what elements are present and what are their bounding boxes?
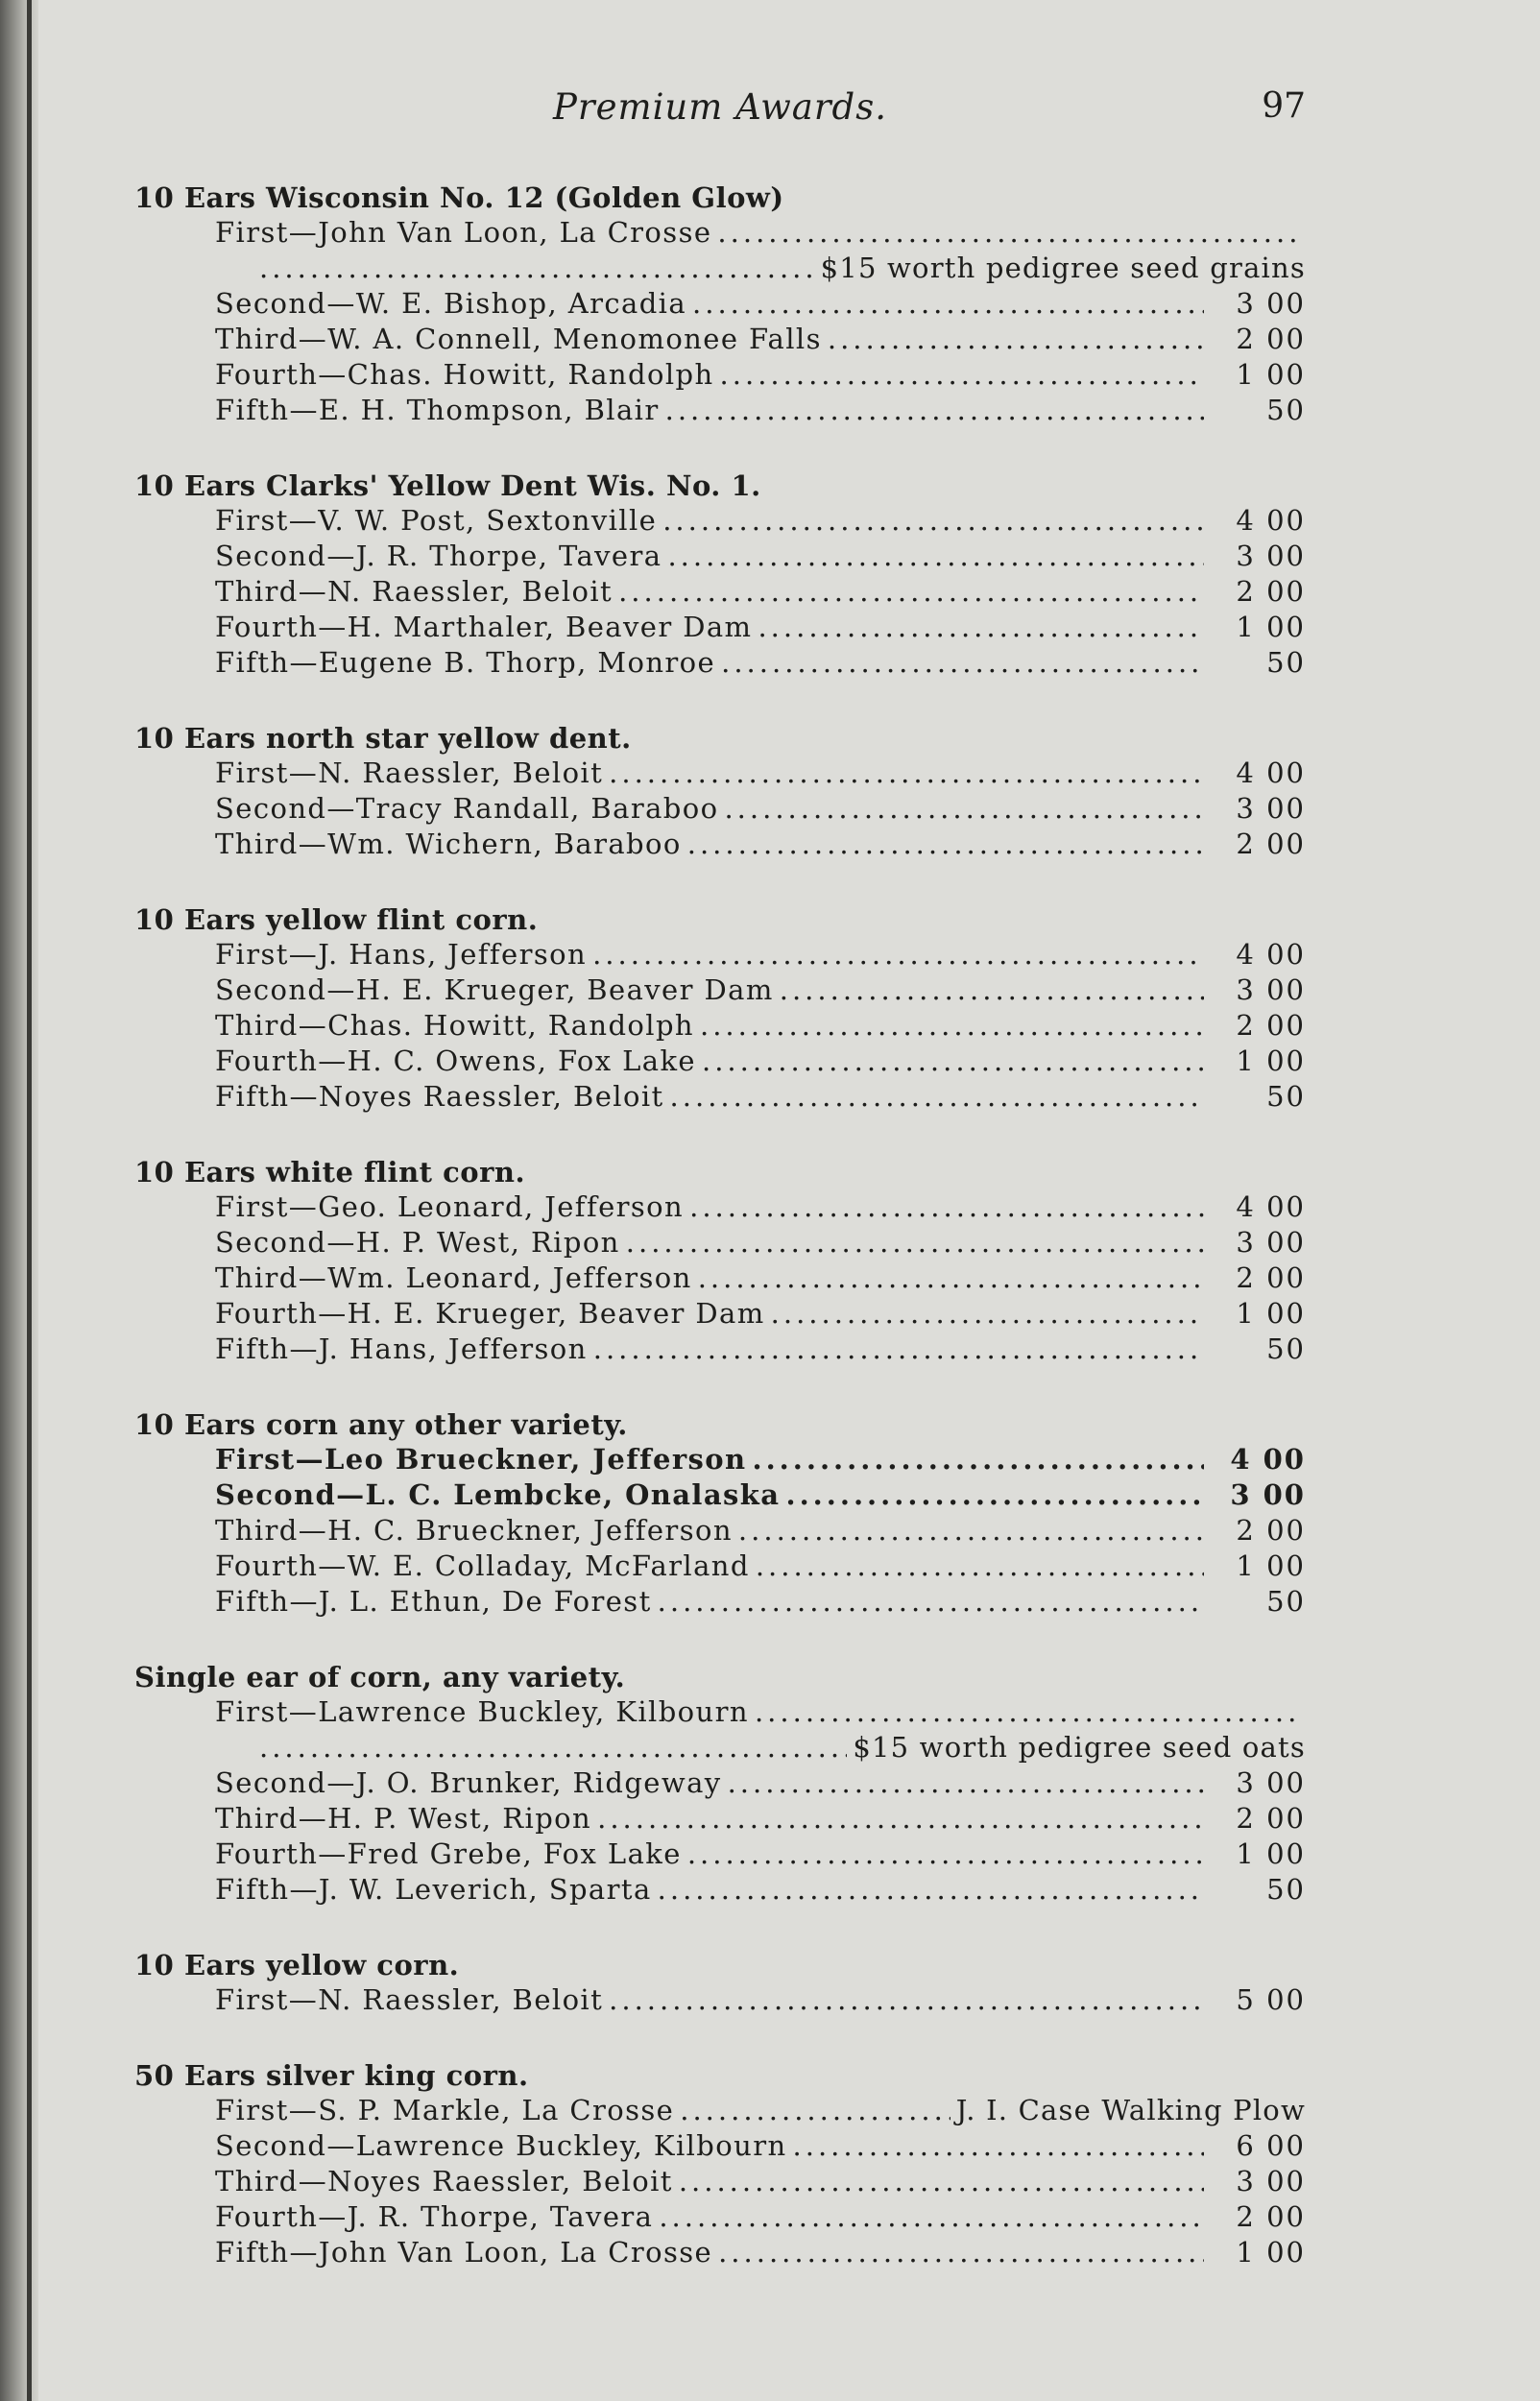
- entry-label: Third—H. P. West, Ripon: [215, 1802, 592, 1835]
- award-amount: 3 00: [1236, 1226, 1306, 1259]
- dot-leader: [593, 1332, 1204, 1367]
- award-section: [134, 180, 1306, 428]
- award-amount: 3 00: [1236, 2165, 1306, 2197]
- binding-edge: [27, 0, 32, 2401]
- award-amount: 5 00: [1236, 1983, 1306, 2016]
- award-entry: [134, 2164, 1306, 2199]
- awards-list: [134, 180, 1306, 2270]
- award-amount: 4 00: [1236, 756, 1306, 789]
- award-section: [134, 1155, 1306, 1367]
- entry-label: Fifth—J. L. Ethun, De Forest: [215, 1585, 652, 1618]
- section-heading: 10 Ears yellow corn.: [134, 1949, 460, 1981]
- award-section: [134, 2058, 1306, 2270]
- award-entry: [134, 1442, 1306, 1477]
- entry-label: Second—L. C. Lembcke, Onalaska: [215, 1478, 781, 1511]
- award-entry: [134, 1694, 1306, 1730]
- book-spine-shadow: [0, 0, 38, 2401]
- award-amount: 2 00: [1236, 1514, 1306, 1547]
- award-entry: [134, 1189, 1306, 1225]
- award-amount: 1 00: [1236, 2236, 1306, 2269]
- entry-label: Third—Wm. Wichern, Baraboo: [215, 828, 682, 860]
- entry-label: Fifth—Eugene B. Thorp, Monroe: [215, 646, 716, 679]
- prize-description: $15 worth pedigree seed grains: [820, 252, 1306, 284]
- dot-leader: [618, 574, 1204, 610]
- dot-leader: [771, 1296, 1204, 1332]
- award-amount: 50: [1266, 646, 1306, 679]
- award-entry: [134, 1982, 1306, 2018]
- award-amount: 2 00: [1236, 1261, 1306, 1294]
- dot-leader: [702, 1044, 1204, 1079]
- entry-label: First—Leo Brueckner, Jefferson: [215, 1443, 747, 1476]
- entry-label: Fourth—H. E. Krueger, Beaver Dam: [215, 1297, 765, 1330]
- section-heading: 10 Ears Wisconsin No. 12 (Golden Glow): [134, 181, 784, 214]
- dot-leader: [718, 2235, 1204, 2270]
- dot-leader: [700, 1008, 1204, 1044]
- dot-leader: [259, 1730, 847, 1765]
- award-entry-continuation: [134, 1730, 1306, 1765]
- award-amount: 4 00: [1230, 1443, 1306, 1476]
- dot-leader: [720, 357, 1204, 393]
- dot-leader: [680, 2093, 950, 2128]
- section-heading: Single ear of corn, any variety.: [134, 1661, 626, 1693]
- award-entry: [134, 2235, 1306, 2270]
- award-amount: 2 00: [1236, 828, 1306, 860]
- award-entry: [134, 610, 1306, 645]
- award-entry: [134, 1872, 1306, 1908]
- award-entry: [134, 1332, 1306, 1367]
- dot-leader: [609, 1982, 1204, 2018]
- award-entry: [134, 1765, 1306, 1801]
- award-entry: [134, 393, 1306, 428]
- award-amount: 1 00: [1236, 611, 1306, 643]
- award-amount: 3 00: [1236, 973, 1306, 1006]
- award-section: [134, 1660, 1306, 1908]
- award-entry: [134, 1801, 1306, 1837]
- dot-leader: [698, 1261, 1204, 1296]
- dot-leader: [689, 1189, 1204, 1225]
- dot-leader: [259, 251, 815, 286]
- dot-leader: [687, 1837, 1204, 1872]
- award-amount: 1 00: [1236, 1044, 1306, 1077]
- award-entry: [134, 215, 1306, 251]
- entry-label: First—S. P. Markle, La Crosse: [215, 2094, 675, 2126]
- award-entry: [134, 1079, 1306, 1115]
- award-amount: 1 00: [1236, 1297, 1306, 1330]
- award-entry: [134, 1477, 1306, 1513]
- dot-leader: [687, 827, 1204, 862]
- award-amount: 50: [1266, 1873, 1306, 1906]
- page-number: 97: [1262, 86, 1306, 126]
- section-heading: 10 Ears Clarks' Yellow Dent Wis. No. 1.: [134, 469, 761, 502]
- award-amount: 2 00: [1236, 1802, 1306, 1835]
- entry-label: Fourth—H. C. Owens, Fox Lake: [215, 1044, 696, 1077]
- award-amount: 50: [1266, 394, 1306, 426]
- entry-label: Fifth—J. W. Leverich, Sparta: [215, 1873, 652, 1906]
- entry-label: First—Geo. Leonard, Jefferson: [215, 1190, 685, 1223]
- award-entry: [134, 503, 1306, 539]
- section-heading: 50 Ears silver king corn.: [134, 2059, 529, 2092]
- running-title: Premium Awards.: [553, 86, 887, 128]
- entry-label: Second—H. P. West, Ripon: [215, 1226, 620, 1259]
- award-amount: 3 00: [1236, 792, 1306, 825]
- dot-leader: [679, 2164, 1204, 2199]
- entry-label: Fourth—J. R. Thorpe, Tavera: [215, 2200, 654, 2233]
- award-section: [134, 1948, 1306, 2018]
- award-section: [134, 902, 1306, 1115]
- dot-leader: [665, 393, 1204, 428]
- award-entry: [134, 286, 1306, 322]
- dot-leader: [755, 1694, 1300, 1730]
- document-page: [134, 86, 1306, 2311]
- dot-leader: [724, 791, 1204, 827]
- dot-leader: [592, 937, 1204, 972]
- award-section: [134, 721, 1306, 862]
- award-entry: [134, 1549, 1306, 1584]
- award-section: [134, 1407, 1306, 1620]
- award-amount: 3 00: [1236, 1766, 1306, 1799]
- dot-leader: [609, 756, 1204, 791]
- section-heading: 10 Ears north star yellow dent.: [134, 722, 632, 755]
- award-entry: [134, 1513, 1306, 1549]
- award-entry: [134, 937, 1306, 972]
- entry-label: First—N. Raessler, Beloit: [215, 756, 604, 789]
- award-amount: 50: [1266, 1333, 1306, 1365]
- award-entry: [134, 1044, 1306, 1079]
- prize-description: J. I. Case Walking Plow: [955, 2094, 1306, 2126]
- entry-label: Fourth—W. E. Colladay, McFarland: [215, 1549, 750, 1582]
- award-entry: [134, 1296, 1306, 1332]
- entry-label: Fourth—Fred Grebe, Fox Lake: [215, 1837, 682, 1870]
- entry-label: Second—H. E. Krueger, Beaver Dam: [215, 973, 774, 1006]
- running-header: [134, 86, 1306, 131]
- award-entry: [134, 322, 1306, 357]
- award-amount: 2 00: [1236, 1009, 1306, 1042]
- dot-leader: [626, 1225, 1204, 1261]
- award-amount: 3 00: [1230, 1478, 1306, 1511]
- award-entry: [134, 972, 1306, 1008]
- dot-leader: [756, 1549, 1204, 1584]
- award-entry: [134, 1008, 1306, 1044]
- entry-label: First—N. Raessler, Beloit: [215, 1983, 604, 2016]
- dot-leader: [785, 1477, 1204, 1513]
- dot-leader: [721, 645, 1204, 681]
- award-amount: 50: [1266, 1585, 1306, 1618]
- dot-leader: [662, 503, 1204, 539]
- award-amount: 6 00: [1236, 2129, 1306, 2162]
- award-amount: 50: [1266, 1080, 1306, 1113]
- entry-label: Fifth—J. Hans, Jefferson: [215, 1333, 588, 1365]
- entry-label: Second—J. O. Brunker, Ridgeway: [215, 1766, 722, 1799]
- award-amount: 2 00: [1236, 323, 1306, 355]
- dot-leader: [717, 215, 1300, 251]
- award-entry: [134, 2128, 1306, 2164]
- dot-leader: [752, 1442, 1204, 1477]
- entry-label: Third—Noyes Raessler, Beloit: [215, 2165, 673, 2197]
- award-entry: [134, 574, 1306, 610]
- dot-leader: [692, 286, 1204, 322]
- prize-description: $15 worth pedigree seed oats: [853, 1731, 1306, 1764]
- award-section: [134, 468, 1306, 681]
- entry-label: Second—Tracy Randall, Baraboo: [215, 792, 719, 825]
- entry-label: Second—W. E. Bishop, Arcadia: [215, 287, 687, 320]
- award-amount: 3 00: [1236, 540, 1306, 572]
- award-entry: [134, 827, 1306, 862]
- dot-leader: [828, 322, 1204, 357]
- entry-label: Fifth—E. H. Thompson, Blair: [215, 394, 660, 426]
- entry-label: Third—H. C. Brueckner, Jefferson: [215, 1514, 733, 1547]
- section-heading: 10 Ears white flint corn.: [134, 1156, 526, 1188]
- entry-label: Third—N. Raessler, Beloit: [215, 575, 614, 608]
- dot-leader: [728, 1765, 1204, 1801]
- award-entry-continuation: [134, 251, 1306, 286]
- entry-label: First—J. Hans, Jefferson: [215, 938, 588, 971]
- entry-label: First—Lawrence Buckley, Kilbourn: [215, 1695, 749, 1728]
- dot-leader: [670, 1079, 1204, 1115]
- dot-leader: [658, 1872, 1204, 1908]
- dot-leader: [793, 2128, 1204, 2164]
- award-entry: [134, 645, 1306, 681]
- award-entry: [134, 1584, 1306, 1620]
- award-amount: 4 00: [1236, 1190, 1306, 1223]
- entry-label: First—V. W. Post, Sextonville: [215, 504, 658, 537]
- dot-leader: [659, 2199, 1204, 2235]
- entry-label: First—John Van Loon, La Crosse: [215, 216, 712, 249]
- award-entry: [134, 357, 1306, 393]
- award-amount: 4 00: [1236, 504, 1306, 537]
- dot-leader: [738, 1513, 1204, 1549]
- award-entry: [134, 756, 1306, 791]
- section-heading: 10 Ears yellow flint corn.: [134, 903, 539, 936]
- award-entry: [134, 2199, 1306, 2235]
- award-amount: 1 00: [1236, 1549, 1306, 1582]
- award-entry: [134, 1225, 1306, 1261]
- entry-label: Fourth—Chas. Howitt, Randolph: [215, 358, 714, 391]
- dot-leader: [780, 972, 1204, 1008]
- dot-leader: [667, 539, 1204, 574]
- award-amount: 4 00: [1236, 938, 1306, 971]
- entry-label: Fifth—John Van Loon, La Crosse: [215, 2236, 713, 2269]
- award-amount: 2 00: [1236, 2200, 1306, 2233]
- award-entry: [134, 791, 1306, 827]
- dot-leader: [758, 610, 1204, 645]
- award-entry: [134, 1837, 1306, 1872]
- entry-label: Second—Lawrence Buckley, Kilbourn: [215, 2129, 787, 2162]
- award-amount: 3 00: [1236, 287, 1306, 320]
- entry-label: Third—Wm. Leonard, Jefferson: [215, 1261, 692, 1294]
- entry-label: Third—W. A. Connell, Menomonee Falls: [215, 323, 822, 355]
- entry-label: Fourth—H. Marthaler, Beaver Dam: [215, 611, 753, 643]
- award-entry: [134, 2093, 1306, 2128]
- entry-label: Third—Chas. Howitt, Randolph: [215, 1009, 694, 1042]
- award-amount: 1 00: [1236, 358, 1306, 391]
- award-amount: 2 00: [1236, 575, 1306, 608]
- entry-label: Second—J. R. Thorpe, Tavera: [215, 540, 662, 572]
- entry-label: Fifth—Noyes Raessler, Beloit: [215, 1080, 664, 1113]
- award-entry: [134, 539, 1306, 574]
- section-heading: 10 Ears corn any other variety.: [134, 1408, 628, 1441]
- award-entry: [134, 1261, 1306, 1296]
- dot-leader: [658, 1584, 1204, 1620]
- award-amount: 1 00: [1236, 1837, 1306, 1870]
- dot-leader: [597, 1801, 1204, 1837]
